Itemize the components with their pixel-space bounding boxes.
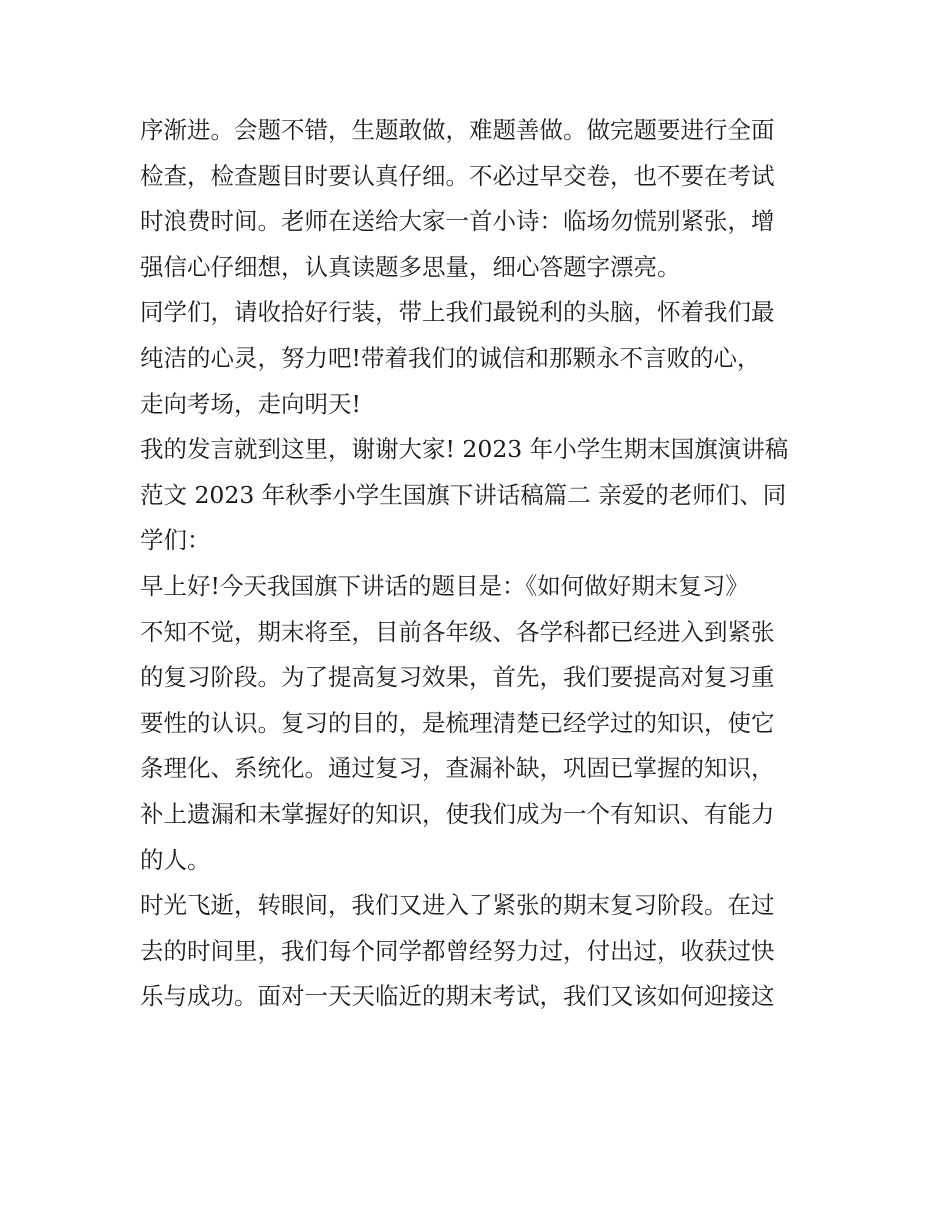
text-line: 的复习阶段。为了提高复习效果，首先，我们要提高对复习重	[140, 663, 775, 692]
text-line: 走向考场，走向明天!	[140, 389, 361, 418]
text-line: 乐与成功。面对一天天临近的期末考试，我们又该如何迎接这	[140, 982, 775, 1011]
text-line: 学们：	[140, 526, 211, 555]
text-line: 时光飞逝，转眼间，我们又进入了紧张的期末复习阶段。在过	[140, 891, 775, 920]
text-line: 去的时间里，我们每个同学都曾经努力过，付出过，收获过快	[140, 936, 775, 965]
text-line: 范文 2023 年秋季小学生国旗下讲话稿篇二 亲爱的老师们、同	[140, 480, 787, 509]
text-line: 同学们，请收拾好行装，带上我们最锐利的头脑，怀着我们最	[140, 298, 775, 327]
text-line: 检查，检查题目时要认真仔细。不必过早交卷，也不要在考试	[140, 161, 775, 190]
text-line: 的人。	[140, 845, 211, 874]
text-line: 条理化、系统化。通过复习，查漏补缺，巩固已掌握的知识，	[140, 754, 775, 783]
text-line: 要性的认识。复习的目的，是梳理清楚已经学过的知识，使它	[140, 708, 775, 737]
text-line: 序渐进。会题不错，生题敢做，难题善做。做完题要进行全面	[140, 116, 775, 144]
text-line: 时浪费时间。老师在送给大家一首小诗：临场勿慌别紧张，增	[140, 207, 775, 236]
text-line: 早上好!今天我国旗下讲话的题目是：《如何做好期末复习》	[140, 571, 749, 600]
text-line: 补上遗漏和未掌握好的知识，使我们成为一个有知识、有能力	[140, 799, 775, 828]
text-line: 强信心仔细想，认真读题多思量，细心答题字漂亮。	[140, 252, 681, 281]
text-line: 纯洁的心灵，努力吧!带着我们的诚信和那颗永不言败的心，	[140, 343, 761, 372]
document-body	[140, 108, 820, 1020]
text-line: 我的发言就到这里，谢谢大家! 2023 年小学生期末国旗演讲稿	[140, 435, 789, 464]
text-line: 不知不觉，期末将至，目前各年级、各学科都已经进入到紧张	[140, 617, 775, 646]
